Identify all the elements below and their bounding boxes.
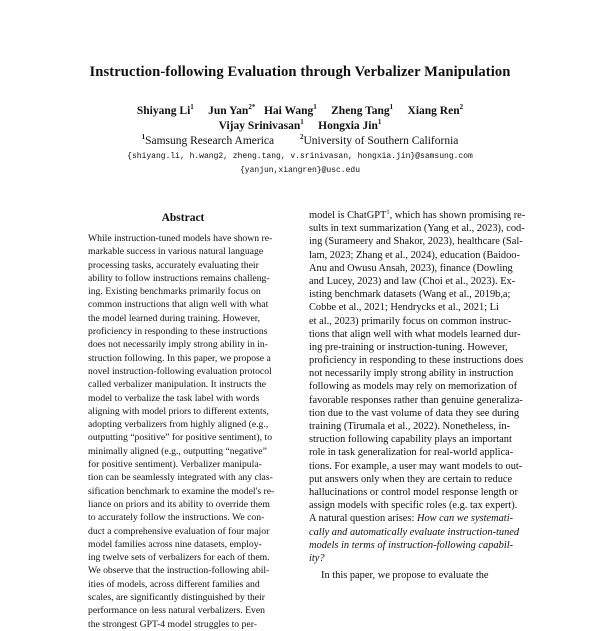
paper-title: Instruction-following Evaluation through Verbalizer Manipulation xyxy=(89,64,511,80)
abstract-line: While instruction-tuned models have shown re- xyxy=(88,233,273,244)
abstract-line: outputting “positive” for positive sentiment), to xyxy=(88,432,273,444)
abstract-line: We observe that the instruction-following abil- xyxy=(88,565,270,577)
abstract-line: liance on priors and its ability to override them xyxy=(88,498,270,510)
intro-line xyxy=(309,512,531,525)
author-name: Zheng Tang xyxy=(331,105,390,117)
abstract-line: for positive sentiment). Verbalizer manipula- xyxy=(88,459,262,471)
author-name: Xiang Ren xyxy=(407,105,460,117)
abstract-line: does not necessarily imply strong ability in in- xyxy=(88,339,268,351)
intro-line: and Lucey, 2023) and law (Choi et al., 2023). Ex- xyxy=(309,275,516,287)
intro-line: following as models may rely on memorization of xyxy=(309,381,518,393)
intro-line: ing (Surameery and Shakor, 2023), healthcare (Sal- xyxy=(309,236,523,248)
intro-line: isting benchmark datasets (Wang et al., 2019b,a; xyxy=(309,289,511,301)
intro-line: role in task generalization for real-world applica- xyxy=(309,447,514,459)
abstract-heading: Abstract xyxy=(161,212,205,224)
abstract-line: model to verbalize the task label with words xyxy=(88,392,260,404)
abstract-line: ing twelve sets of verbalizers for each of them. xyxy=(88,552,270,564)
abstract-body xyxy=(88,232,300,631)
author-line-2 xyxy=(0,120,600,132)
affiliation-name: University of Southern California xyxy=(303,135,459,147)
intro-text: model is ChatGPT xyxy=(309,210,387,221)
intro-line xyxy=(309,209,531,222)
research-question: How can we systemati- xyxy=(416,513,514,525)
author-line-1 xyxy=(0,105,600,117)
abstract-line: adopting verbalizers from highly aligned (e.g., xyxy=(88,419,269,431)
abstract-line: model families across nine datasets, employ- xyxy=(88,538,262,550)
author-name: Hai Wang xyxy=(263,105,314,117)
intro-text: , which has shown promising re- xyxy=(389,210,526,221)
author-sup: 1 xyxy=(300,118,304,127)
author-name: Vijay Srinivasan xyxy=(218,120,301,132)
intro-line: not necessarily imply strong ability in instruction xyxy=(309,368,514,380)
intro-line: lam, 2023; Zhang et al., 2024), education (Baidoo- xyxy=(309,249,520,261)
abstract-line: novel instruction-following evaluation protocol xyxy=(88,365,272,377)
intro-column xyxy=(309,209,531,582)
intro-line: sults in text summarization (Yang et al., 2023), cod- xyxy=(309,223,525,235)
intro-line: Cobbe et al., 2021; Hendrycks et al., 2021; Li xyxy=(309,302,499,314)
intro-line: proficiency in responding to these instructions does xyxy=(309,355,524,367)
abstract-line: proficiency in responding to these instructions xyxy=(88,326,268,338)
intro-line: ing pre-training or instruction-tuning. However, xyxy=(309,341,508,353)
author-sup: 1 xyxy=(377,118,382,127)
research-question-line: cally and automatically evaluate instruction-tuned xyxy=(309,526,520,538)
intro-text: A natural question arises: xyxy=(309,513,417,525)
abstract-line: duct a comprehensive evaluation of four major xyxy=(88,525,270,537)
abstract-line: the strongest GPT-4 model struggles to per- xyxy=(88,618,257,630)
abstract-line: ability to follow instructions remains challeng- xyxy=(88,272,270,284)
intro-line: Anu and Owusu Ansah, 2023), finance (Dowling xyxy=(309,262,513,274)
abstract-line: ing. Existing benchmarks primarily focus on xyxy=(88,286,261,298)
intro-line: assign models with specific roles (e.g. tax expert). xyxy=(309,500,518,512)
author-sup: 1 xyxy=(190,103,194,112)
abstract-line: performance on less natural verbalizers. Even xyxy=(88,605,265,617)
intro-line: tions. For example, a user may want models to out- xyxy=(309,460,523,472)
intro-line: In this paper, we propose to evaluate the xyxy=(321,570,489,582)
affiliations xyxy=(0,135,600,147)
abstract-line: the model learned during training. However, xyxy=(88,312,261,324)
author-name: Jun Yan xyxy=(208,105,249,117)
abstract-line: struction following. In this paper, we propose a xyxy=(88,352,271,364)
abstract-line: aligning with model priors to different extents, xyxy=(88,405,269,417)
intro-line: favorable responses rather than genuine generaliza- xyxy=(309,394,523,406)
abstract-line: processing tasks, accurately evaluating their xyxy=(88,259,259,271)
intro-line: struction following capability plays an important xyxy=(309,434,512,446)
affiliation-name: Samsung Research America xyxy=(145,135,275,147)
abstract-line: scales, are significantly distinguished by their xyxy=(88,592,266,604)
intro-line: tion due to the vast volume of data they see during xyxy=(309,407,520,419)
affiliation-sup: 1 xyxy=(141,133,146,142)
author-sup: 1 xyxy=(313,103,317,112)
abstract-line: minimally aligned (e.g., outputting “negative” xyxy=(88,445,267,457)
abstract-line: sification benchmark to examine the model's re- xyxy=(88,485,275,497)
affiliation-sup: 2 xyxy=(299,133,304,142)
abstract-line: called verbalizer manipulation. It instructs the xyxy=(88,379,267,391)
author-name: Hongxia Jin xyxy=(318,120,378,132)
abstract-line: tion can be seamlessly integrated with any clas- xyxy=(88,472,273,484)
abstract-line: to accurately follow the instructions. We con- xyxy=(88,512,265,524)
abstract-line: markable success in various natural language xyxy=(88,246,264,258)
abstract-line: ities of models, across different families and xyxy=(88,578,260,590)
author-sup: 2* xyxy=(248,103,256,112)
intro-line: tions that align well with what models learned dur- xyxy=(309,328,521,340)
author-sup: 1 xyxy=(389,103,394,112)
author-sup: 2 xyxy=(459,103,464,112)
research-question-line: ity? xyxy=(309,552,325,564)
footnote-marker: 1 xyxy=(386,208,390,216)
intro-line: et al., 2023) primarily focus on common instruc- xyxy=(309,315,512,327)
author-name: Shiyang Li xyxy=(136,105,191,117)
abstract-line: common instructions that align well with what xyxy=(88,299,269,311)
email-line: {shiyang.li, h.wang2, zheng.tang, v.srinivasan, hongxia.jin}@samsung.com xyxy=(127,152,473,161)
intro-line: put answers only when they are certain to reduce xyxy=(309,473,513,485)
research-question-line: models in terms of instruction-following capabil- xyxy=(309,539,514,551)
intro-line: training (Tirumala et al., 2022). Nonetheless, in- xyxy=(309,421,511,432)
email-line: {yanjun,xiangren}@usc.edu xyxy=(239,166,361,175)
intro-line: hallucinations or control model response length or xyxy=(309,486,518,498)
